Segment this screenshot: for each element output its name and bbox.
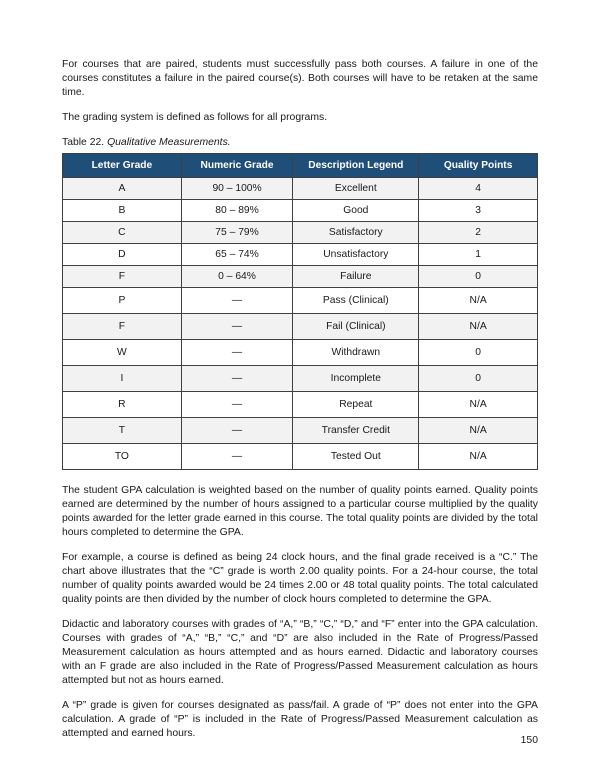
- table-row: [63, 392, 538, 418]
- table-row: [63, 444, 538, 470]
- table-cell: Excellent: [293, 178, 419, 200]
- paragraph-p-grade: A “P” grade is given for courses designated as pass/fail. A grade of “P” does not enter into the GPA calculation. A grade of “P” is included in the Rate of Progress/Passed Measurement calculation as attempted and earned hours.: [62, 700, 538, 739]
- paragraph-grading-system: The grading system is defined as follows for all programs.: [62, 112, 328, 123]
- table-cell: N/A: [419, 288, 538, 314]
- table-cell: Transfer Credit: [293, 418, 419, 444]
- table-row: [63, 266, 538, 288]
- header-numeric-grade: Numeric Grade: [181, 154, 293, 178]
- table-cell: —: [181, 340, 293, 366]
- table-cell: Fail (Clinical): [293, 314, 419, 340]
- table-cell: B: [63, 200, 182, 222]
- table-row: [63, 366, 538, 392]
- table-cell: W: [63, 340, 182, 366]
- table-row: [63, 178, 538, 200]
- table-cell: 0: [419, 266, 538, 288]
- table-caption-title: Qualitative Measurements.: [107, 137, 231, 148]
- table-cell: C: [63, 222, 182, 244]
- header-letter-grade: Letter Grade: [63, 154, 182, 178]
- table-row: [63, 418, 538, 444]
- paragraph-paired-courses: For courses that are paired, students must successfully pass both courses. A failure in one of the courses constitutes a failure in the paired course(s). Both courses will have to be retaken at the same time.: [62, 59, 538, 98]
- table-cell: Pass (Clinical): [293, 288, 419, 314]
- table-cell: TO: [63, 444, 182, 470]
- table-cell: 0 – 64%: [181, 266, 293, 288]
- table-cell: 90 – 100%: [181, 178, 293, 200]
- table-cell: F: [63, 314, 182, 340]
- table-cell: 3: [419, 200, 538, 222]
- table-cell: N/A: [419, 392, 538, 418]
- table-cell: I: [63, 366, 182, 392]
- table-row: [63, 288, 538, 314]
- table-cell: Incomplete: [293, 366, 419, 392]
- table-cell: 75 – 79%: [181, 222, 293, 244]
- table-cell: R: [63, 392, 182, 418]
- table-row: [63, 314, 538, 340]
- table-cell: 0: [419, 366, 538, 392]
- table-cell: —: [181, 418, 293, 444]
- table-cell: Repeat: [293, 392, 419, 418]
- table-cell: N/A: [419, 418, 538, 444]
- header-quality-points: Quality Points: [419, 154, 538, 178]
- table-cell: 4: [419, 178, 538, 200]
- table-cell: Unsatisfactory: [293, 244, 419, 266]
- table-header-row: [63, 154, 538, 178]
- table-caption: [62, 136, 538, 150]
- table-cell: —: [181, 314, 293, 340]
- table-cell: —: [181, 444, 293, 470]
- paragraph-gpa-weighted: The student GPA calculation is weighted based on the number of quality points earned. Quality points earned are determined by the number of hours assigned to a particular course multiplied by the quality points awarded for the letter grade earned in this course. The total quality points are divided by the total hours completed to determine the GPA.: [62, 485, 538, 538]
- table-cell: D: [63, 244, 182, 266]
- table-cell: Satisfactory: [293, 222, 419, 244]
- table-cell: A: [63, 178, 182, 200]
- table-cell: Failure: [293, 266, 419, 288]
- table-cell: Tested Out: [293, 444, 419, 470]
- table-cell: 0: [419, 340, 538, 366]
- table-header: [63, 154, 538, 178]
- table-caption-prefix: Table 22.: [62, 137, 108, 148]
- table-cell: P: [63, 288, 182, 314]
- table-cell: 2: [419, 222, 538, 244]
- page-number: 150: [520, 735, 538, 746]
- paragraph-didactic-courses: Didactic and laboratory courses with grades of “A,” “B,” “C,” “D,” and “F” enter into the GPA calculation. Courses with grades of “A,” “B,” “C,” and “D” are also included in the Rate of Progress/Passed Measurement calculation as hours attempted and as hours earned. Didactic and laboratory courses with an F grade are also included in the Rate of Progress/Passed Measurement calculation as hours attempted but not as hours earned.: [62, 619, 538, 686]
- paragraph-gpa-example: For example, a course is defined as being 24 clock hours, and the final grade received is a “C.” The chart above illustrates that the “C” grade is worth 2.00 quality points. For a 24-hour course, the total number of quality points awarded would be 24 times 2.00 or 48 total quality points. The total calculated quality points are then divided by the number of clock hours completed to determine the GPA.: [62, 552, 538, 605]
- header-description-legend: Description Legend: [293, 154, 419, 178]
- table-cell: N/A: [419, 314, 538, 340]
- table-cell: N/A: [419, 444, 538, 470]
- table-row: [63, 244, 538, 266]
- qualitative-measurements-table: [62, 153, 538, 470]
- table-row: [63, 200, 538, 222]
- table-cell: 65 – 74%: [181, 244, 293, 266]
- table-row: [63, 222, 538, 244]
- table-cell: Withdrawn: [293, 340, 419, 366]
- table-cell: —: [181, 392, 293, 418]
- table-cell: 80 – 89%: [181, 200, 293, 222]
- table-cell: —: [181, 288, 293, 314]
- table-cell: Good: [293, 200, 419, 222]
- table-cell: —: [181, 366, 293, 392]
- table-body: [63, 178, 538, 470]
- table-cell: T: [63, 418, 182, 444]
- table-cell: 1: [419, 244, 538, 266]
- table-row: [63, 340, 538, 366]
- table-cell: F: [63, 266, 182, 288]
